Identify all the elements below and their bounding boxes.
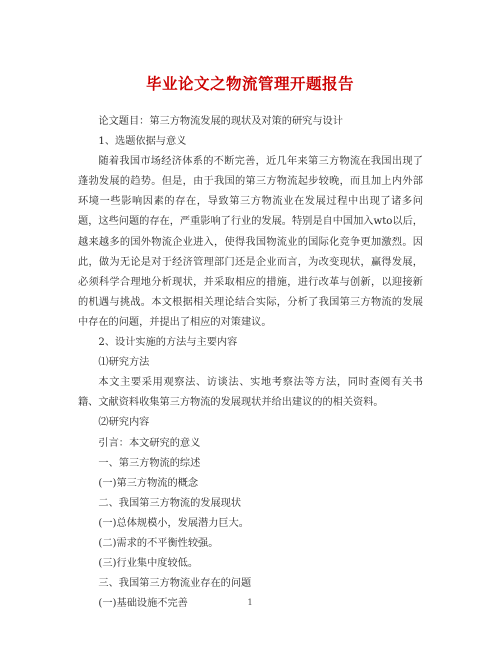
outline-item: (一)基础设施不完善 — [98, 598, 188, 610]
content-heading: ⑵研究内容 — [98, 417, 150, 429]
method-heading: ⑴研究方法 — [98, 357, 150, 369]
document-body — [78, 112, 423, 614]
outline-item: 一、第三方物流的综述 — [98, 457, 201, 469]
document-title: 毕业论文之物流管理开题报告 — [145, 75, 354, 93]
outline-item: 二、我国第三方物流的发展现状 — [98, 497, 242, 509]
section-heading-2: 2、设计实施的方法与主要内容 — [98, 337, 238, 349]
method-paragraph: 本文主要采用观察法、访谈法、实地考察法等方法，同时查阅有关书籍、文献资料收集第三方物流的发展现状并给出建议的的相关资料。 — [78, 377, 423, 409]
section-heading-1: 1、选题依据与意义 — [98, 136, 187, 148]
outline-item: 三、我国第三方物流业存在的问题 — [98, 578, 252, 590]
background-paragraph: 随着我国市场经济体系的不断完善，近几年来第三方物流在我国出现了蓬勃发展的趋势。但是，由于我国的第三方物流起步较晚，而且加上内外部环境一些影响因素的存在，导致第三方物流业在发展过程中出现了诸多问题，这些问题的存在，严重影响了行业的发展。特别是自中国加入wto以后，越来越多的国外物流企业进入，使得我国物流业的国际化竞争更加激烈。因此，做为无论是对于经济管理部门还是企业而言，为改变现状，赢得发展，必须科学合理地分析现状，并采取相应的措施，进行改革与创新，以迎接新的机遇与挑战。本文根据相关理论结合实际，分析了我国第三方物流的发展中存在的问题，并提出了相应的对策建议。 — [78, 156, 423, 328]
outline-item: 引言：本文研究的意义 — [98, 437, 201, 449]
thesis-topic-line: 论文题目：第三方物流发展的现状及对策的研究与设计 — [98, 116, 343, 127]
page-number: 1 — [247, 598, 253, 607]
outline-item: (一)总体规模小，发展潜力巨大。 — [98, 517, 249, 529]
outline-item: (一)第三方物流的概念 — [98, 477, 199, 489]
outline-item: (三)行业集中度较低。 — [98, 558, 199, 570]
outline-item: (二)需求的不平衡性较强。 — [98, 537, 219, 549]
